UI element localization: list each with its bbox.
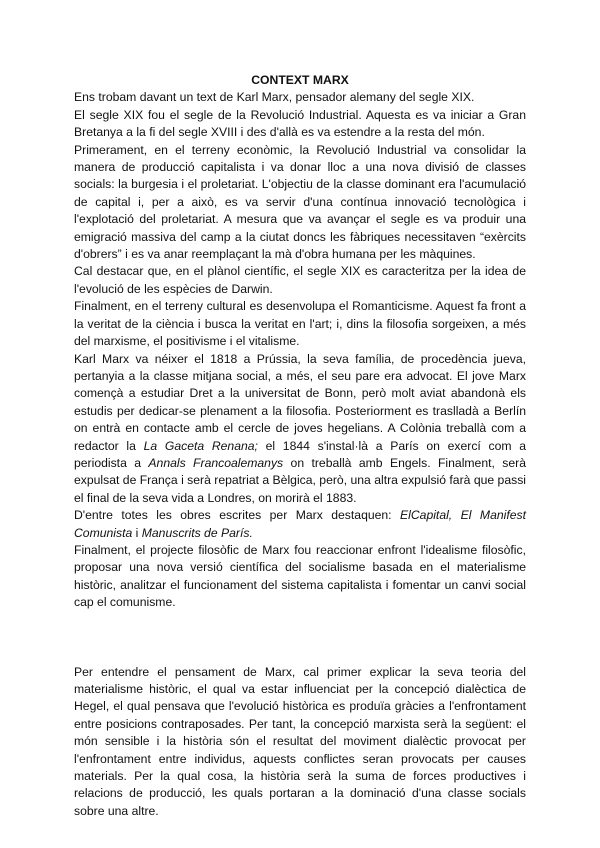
paragraph-cultural: Finalment, en el terreny cultural es desenvolupa el Romanticisme. Aquest fa front a la veritat de la ciència i busca la veritat en l'art; i, dins la filosofia sorgeixen, a més del marxisme, el positivisme i el vitalisme. [74,299,526,349]
works-text-2: i [132,525,142,540]
paragraph-project: Finalment, el projecte filosòfic de Marx fou reaccionar enfront l'idealisme filosòfic, proposar una nova versió científica del socialisme basada en el materialisme històric, analitzar el funcionament del sistema capitalista i fomentar un canvi social cap el comunisme. [74,542,526,610]
works-titles: ElCapital, El Manifest Comunista [74,508,526,540]
paragraph-intro: Ens trobam davant un text de Karl Marx, pensador alemany del segle XIX. [74,90,475,105]
biography-text-2: el 1844 s'instal·là a París on exercí com a periodista a [74,438,526,470]
document-page [74,72,526,820]
paragraph-works [74,507,526,542]
biography-text-3: on treballà amb Engels. Finalment, serà expulsat de França i serà repatriat a Bèlgica, però, una altra expulsió farà que passi el final de la seva vida a Londres, on morirà el 1883. [74,455,526,505]
paragraph-industrial-revolution: El segle XIX fou el segle de la Revolució Industrial. Aquesta es va iniciar a Gran Bretanya a la fi del segle XVIII i des d'allà es va estendre a la resta del món. [74,107,526,140]
paragraph-historical-materialism: Per entendre el pensament de Marx, cal primer explicar la seva teoria del materialisme històric, el qual va estar influenciat per la concepció dialèctica de Hegel, el qual pensava que l'evolució històrica es produïa gràcies a l'enfrontament entre posicions contraposades. Per tant, la concepció marxista serà la següent: el món sensible i la història són el resultat del moviment dialèctic provocat per l'enfrontament entre individus, aquests conflictes seran provocats per causes materials. Per la qual cosa, la història serà la suma de forces productives i relacions de producció, les quals portaran a la dominació d'una classe socials sobre una altre. [74,664,526,818]
page-title: CONTEXT MARX [251,73,349,87]
works-text-1: D'entre totes les obres escrites per Marx destaquen: [74,508,401,523]
biography-gaceta-title: La Gaceta Renana; [143,438,258,453]
paragraph-gap [74,612,526,664]
biography-text-1: Karl Marx va néixer el 1818 a Prússia, la seva família, de procedència jueva, pertanyia a la classe mitjana social, a més, el seu pare era advocat. El jove Marx començà a estudiar Dret a la universitat de Bonn, però molt aviat abandonà els estudis per dedicar-se plenament a la filosofia. Posteriorment es traslladà a Berlín on entrà en contacte amb el cercle de joves hegelians. A Colònia treballà com a redactor la [74,351,526,453]
paragraph-economic: Primerament, en el terreny econòmic, la Revolució Industrial va consolidar la manera de producció capitalista i va donar lloc a una nova divisió de classes socials: la burgesia i el proletariat. L'objectiu de la classe dominant era l'acumulació de capital i, per a això, es va servir d'una contínua innovació tecnològica i l'explotació del proletariat. A mesura que va avançar el segle es va produir una emigració massiva del camp a la ciutat doncs les fàbriques necessitaven “exèrcits d'obrers” i es va anar reemplaçant la mà d'obra humana per les màquines. [74,142,526,262]
paragraph-scientific: Cal destacar que, en el plànol científic, el segle XIX es caracteritza per la idea de l'evolució de les espècies de Darwin. [74,264,526,296]
paragraph-biography [74,351,526,508]
biography-annals-title: Annals Francoalemanys [148,455,284,470]
works-manuscripts: Manuscrits de París. [141,525,253,540]
